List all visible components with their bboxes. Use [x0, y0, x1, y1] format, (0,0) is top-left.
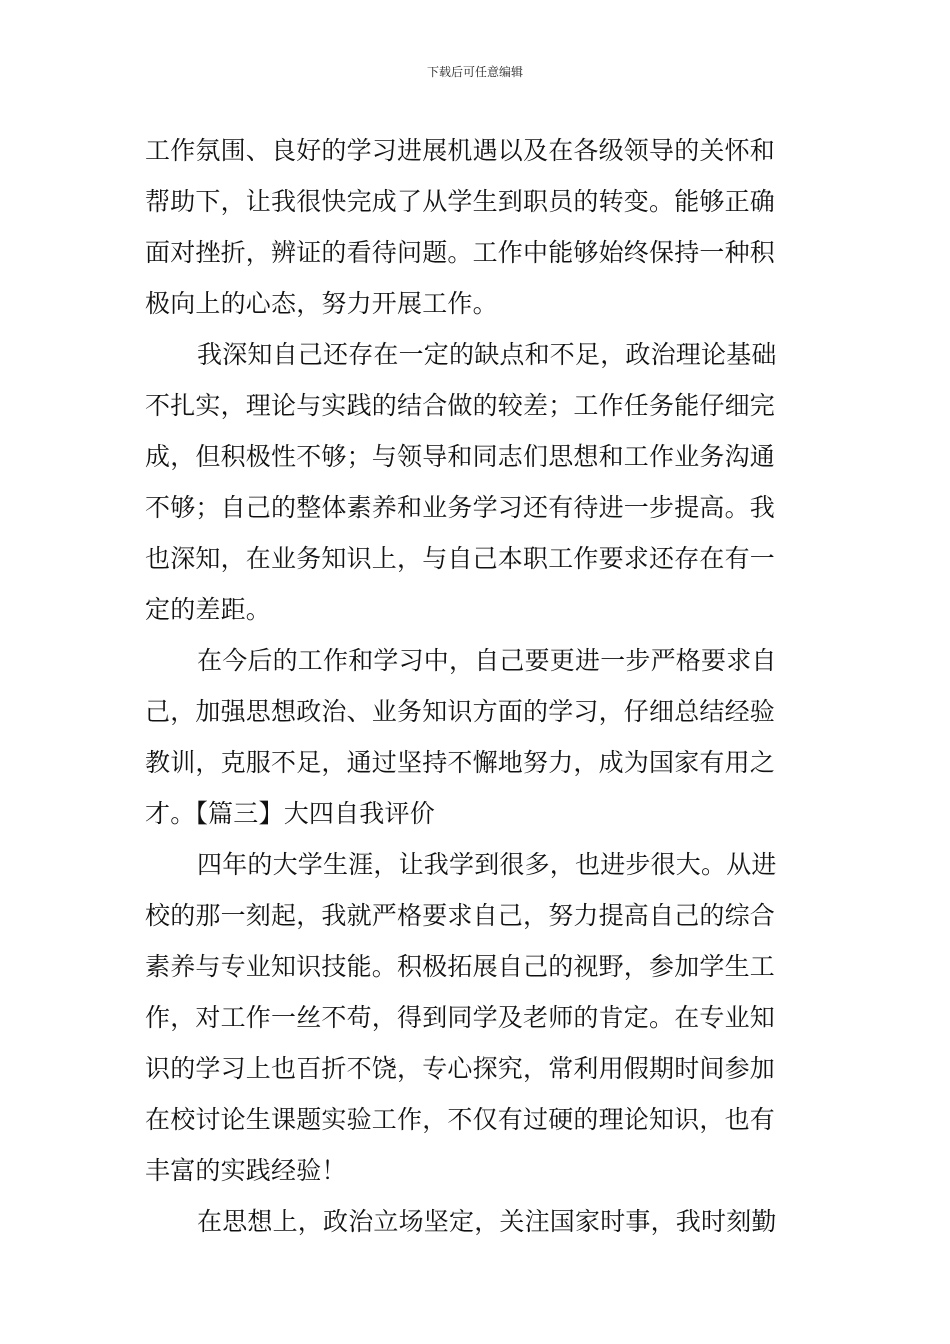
paragraph-first-line: 在思想上，政治立场坚定，关注国家时事，我时刻勤: [197, 1207, 777, 1236]
paragraph-first-line: 我深知自己还存在一定的缺点和不足，政治理论基础: [197, 340, 777, 369]
text-line: 校的那一刻起，我就严格要求自己，努力提高自己的综合: [145, 901, 776, 930]
paragraph-first-line: 在今后的工作和学习中，自己要更进一步严格要求自: [197, 646, 777, 675]
text-line: 工作氛围、良好的学习进展机遇以及在各级领导的关怀和: [145, 136, 776, 165]
text-line: 丰富的实践经验！: [145, 1156, 347, 1185]
paragraph-first-line: 四年的大学生涯，让我学到很多，也进步很大。从进: [197, 850, 777, 879]
text-line: 识的学习上也百折不饶，专心探究，常利用假期时间参加: [145, 1054, 776, 1083]
text-line: 不够；自己的整体素养和业务学习还有待进一步提高。我: [145, 493, 776, 522]
text-line: 成，但积极性不够；与领导和同志们思想和工作业务沟通: [145, 442, 776, 471]
text-line: 也深知，在业务知识上，与自己本职工作要求还存在有一: [145, 544, 776, 573]
text-line: 帮助下，让我很快完成了从学生到职员的转变。能够正确: [145, 187, 776, 216]
text-line: 面对挫折，辨证的看待问题。工作中能够始终保持一种积: [145, 238, 776, 267]
text-line: 作，对工作一丝不苟，得到同学及老师的肯定。在专业知: [145, 1003, 776, 1032]
text-line: 极向上的心态，努力开展工作。: [145, 289, 498, 318]
text-line: 己，加强思想政治、业务知识方面的学习，仔细总结经验: [145, 697, 776, 726]
text-line: 在校讨论生课题实验工作，不仅有过硬的理论知识，也有: [145, 1105, 776, 1134]
text-line: 素养与专业知识技能。积极拓展自己的视野，参加学生工: [145, 952, 776, 981]
text-line: 定的差距。: [145, 595, 272, 624]
text-line: 教训，克服不足，通过坚持不懈地努力，成为国家有用之: [145, 748, 776, 777]
text-line: 不扎实，理论与实践的结合做的较差；工作任务能仔细完: [145, 391, 776, 420]
page-header: 下载后可任意编辑: [426, 65, 523, 79]
document-body: [145, 125, 810, 1247]
text-line: 才。【篇三】大四自我评价: [145, 799, 435, 828]
